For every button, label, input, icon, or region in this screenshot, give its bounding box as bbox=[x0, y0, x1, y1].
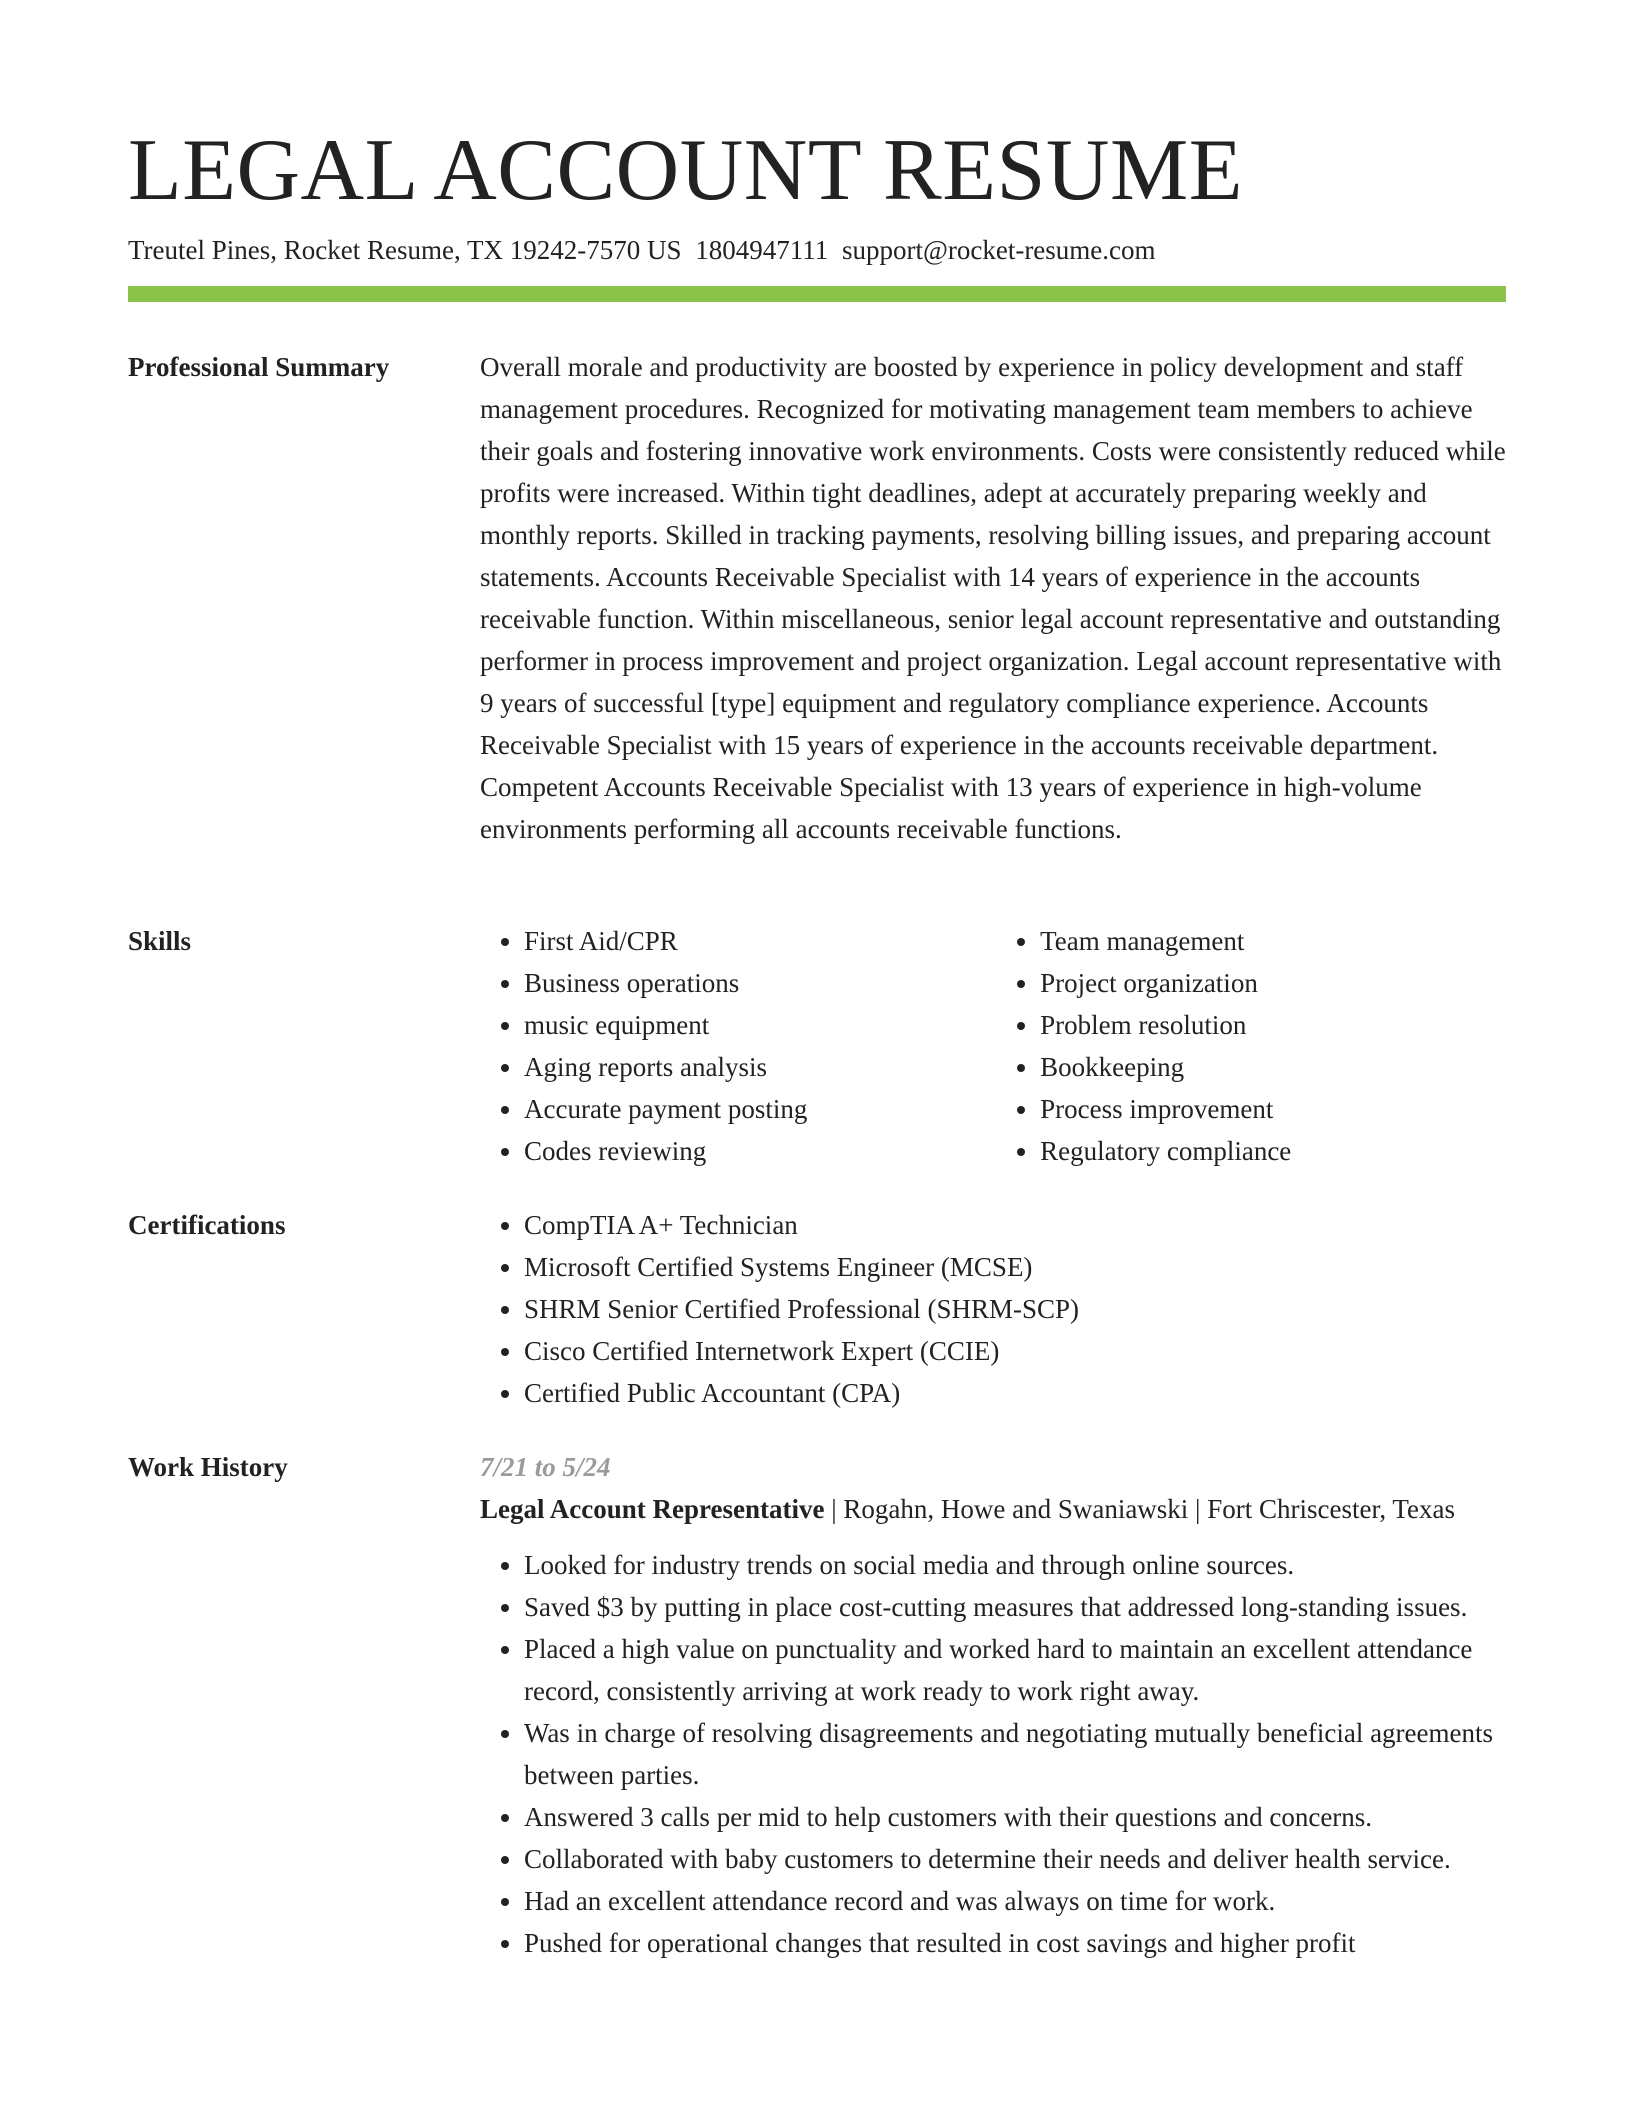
skill-item: • Aging reports analysis bbox=[524, 1046, 936, 1088]
work-history-heading: Work History bbox=[128, 1452, 288, 1482]
certification-item: • Cisco Certified Internetwork Expert (CCIE) bbox=[524, 1330, 1506, 1372]
skills-column-left bbox=[480, 920, 936, 1172]
skill-item: • First Aid/CPR bbox=[524, 920, 936, 962]
job-details: | Rogahn, Howe and Swaniawski | Fort Chriscester, Texas bbox=[824, 1494, 1455, 1524]
summary-body bbox=[480, 346, 1506, 850]
job-bullet: • Answered 3 calls per mid to help customers with their questions and concerns. bbox=[524, 1796, 1506, 1838]
skill-item: • Problem resolution bbox=[1040, 1004, 1506, 1046]
skills-heading: Skills bbox=[128, 926, 192, 956]
job-bullet: • Looked for industry trends on social media and through online sources. bbox=[524, 1544, 1506, 1586]
skill-item: • Process improvement bbox=[1040, 1088, 1506, 1130]
job-bullet-list bbox=[480, 1544, 1506, 1964]
skill-item: • Bookkeeping bbox=[1040, 1046, 1506, 1088]
job-bullet: • Had an excellent attendance record and was always on time for work. bbox=[524, 1880, 1506, 1922]
certifications-heading: Certifications bbox=[128, 1210, 286, 1240]
summary-heading: Professional Summary bbox=[128, 352, 390, 382]
job-header bbox=[480, 1488, 1506, 1530]
resume-title: LEGAL ACCOUNT RESUME bbox=[128, 122, 1243, 219]
certifications-body bbox=[480, 1204, 1506, 1414]
skill-item: • Business operations bbox=[524, 962, 936, 1004]
job-bullet: • Saved $3 by putting in place cost-cutting measures that addressed long-standing issues. bbox=[524, 1586, 1506, 1628]
job-dates: 7/21 to 5/24 bbox=[480, 1452, 611, 1482]
header-divider bbox=[128, 286, 1506, 302]
job-bullet: • Collaborated with baby customers to determine their needs and deliver health service. bbox=[524, 1838, 1506, 1880]
job-bullet: • Placed a high value on punctuality and worked hard to maintain an excellent attendance record, consistently arriving at work ready to work right away. bbox=[524, 1628, 1506, 1712]
contact-email: support@rocket-resume.com bbox=[842, 235, 1156, 265]
contact-address: Treutel Pines, Rocket Resume, TX 19242-7570 US bbox=[128, 235, 682, 265]
skill-item: • Codes reviewing bbox=[524, 1130, 936, 1172]
skills-column-right bbox=[996, 920, 1506, 1172]
summary-text: Overall morale and productivity are boosted by experience in policy development and staff management procedures. Recognized for motivating management team members to achieve their goals and fostering innovative work environments. Costs were consistently reduced while profits were increased. Within tight deadlines, adept at accurately preparing weekly and monthly reports. Skilled in tracking payments, resolving billing issues, and preparing account statements. Accounts Receivable Specialist with 14 years of experience in the accounts receivable function. Within miscellaneous, senior legal account representative and outstanding performer in process improvement and project organization. Legal account representative with 9 years of successful [type] equipment and regulatory compliance experience. Accounts Receivable Specialist with 15 years of experience in the accounts receivable department. Competent Accounts Receivable Specialist with 13 years of experience in high-volume environments performing all accounts receivable functions. bbox=[480, 352, 1506, 844]
contact-phone: 1804947111 bbox=[695, 235, 829, 265]
certification-item: • CompTIA A+ Technician bbox=[524, 1204, 1506, 1246]
work-history-body bbox=[480, 1446, 1506, 1964]
contact-line bbox=[128, 232, 1156, 268]
job-bullet: • Pushed for operational changes that resulted in cost savings and higher profit bbox=[524, 1922, 1506, 1964]
certification-item: • SHRM Senior Certified Professional (SHRM-SCP) bbox=[524, 1288, 1506, 1330]
certifications-list bbox=[480, 1204, 1506, 1414]
skills-body bbox=[480, 920, 1506, 1172]
skill-item: • Regulatory compliance bbox=[1040, 1130, 1506, 1172]
certification-item: • Microsoft Certified Systems Engineer (MCSE) bbox=[524, 1246, 1506, 1288]
certification-item: • Certified Public Accountant (CPA) bbox=[524, 1372, 1506, 1414]
skill-item: • Accurate payment posting bbox=[524, 1088, 936, 1130]
skill-item: • Project organization bbox=[1040, 962, 1506, 1004]
job-bullet: • Was in charge of resolving disagreements and negotiating mutually beneficial agreements between parties. bbox=[524, 1712, 1506, 1796]
skill-item: • Team management bbox=[1040, 920, 1506, 962]
skill-item: • music equipment bbox=[524, 1004, 936, 1046]
job-title: Legal Account Representative bbox=[480, 1494, 825, 1524]
